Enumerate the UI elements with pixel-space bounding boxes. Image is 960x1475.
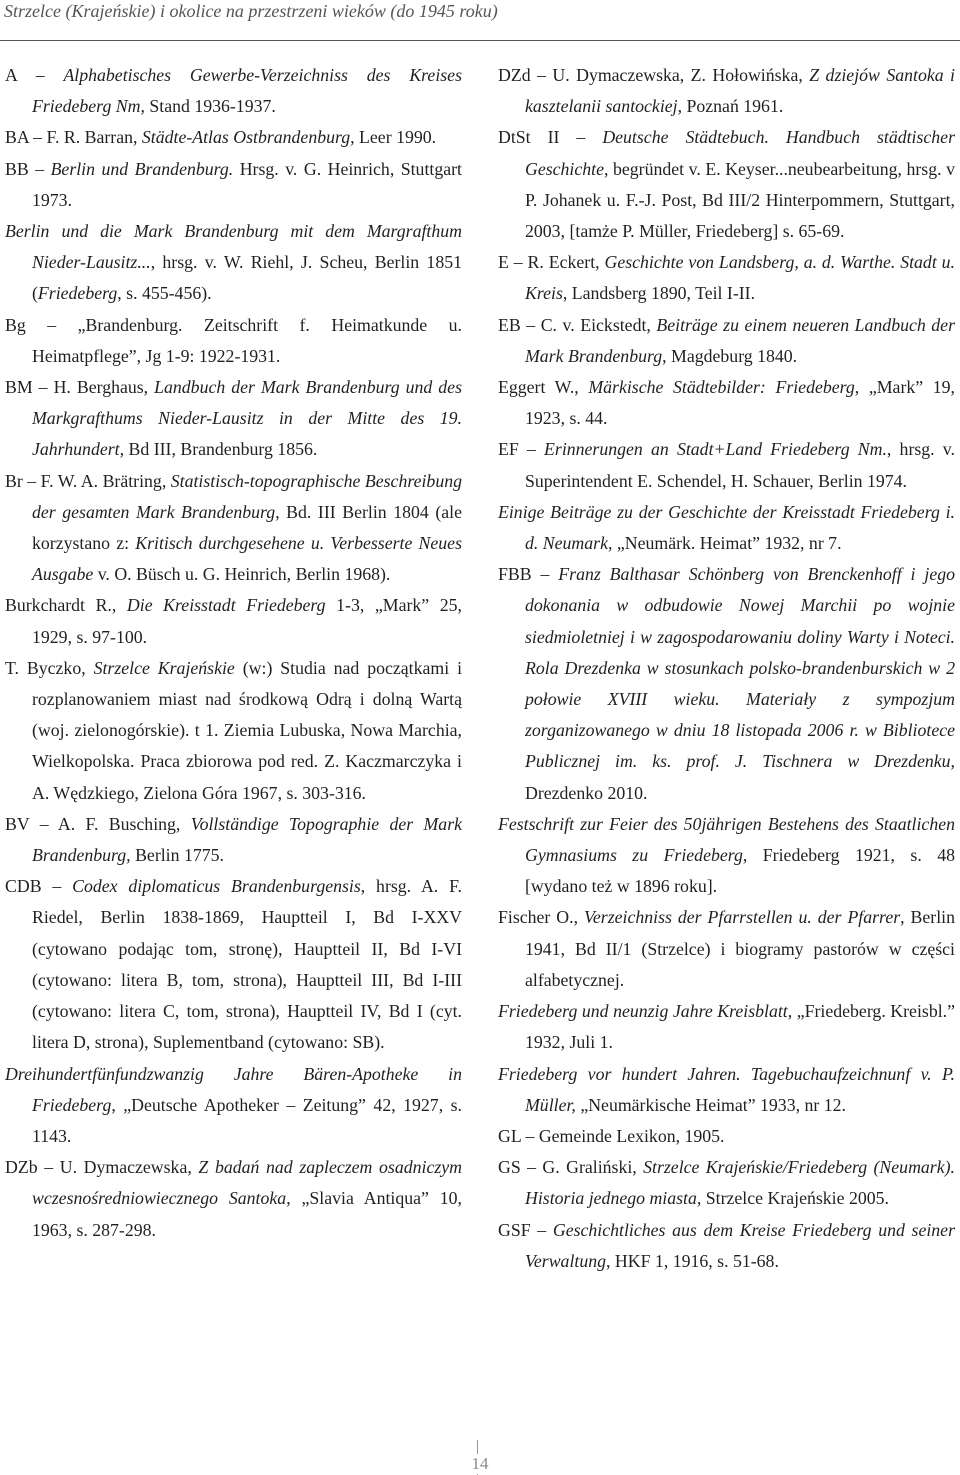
bibliography-entry: GS – G. Graliński, Strzelce Krajeńskie/Friedeberg (Neumark). Historia jednego miasta, Strzelce Krajeńskie 2005. — [498, 1157, 955, 1209]
bibliography-entry: Br – F. W. A. Brätring, Statistisch-topographische Beschreibung der gesamten Mark Brandenburg, Bd. III Berlin 1804 (ale korzystano z: Kritisch durchgesehene u. Verbesserte Neues Ausgabe v. O. Büsch u. G. Heinrich, Berlin 1968). — [5, 470, 462, 585]
bibliography-entry: FBB – Franz Balthasar Schönberg von Brenckenhoff i jego dokonania w odbudowie Nowej Marchii po wojnie siedmioletniej i w zagospodarowaniu doliny Warty i Noteci. Rola Drezdenka w stosunkach polsko-brandenburskich w 2 połowie XVIII wieku. Materiały z sympozjum zorganizowanego w dniu 18 listopada 2006 r. w Bibliotece Publicznej im. ks. prof. J. Tischnera w Drezdenku, Drezdenko 2010. — [498, 564, 955, 803]
bibliography-entry: EF – Erinnerungen an Stadt+Land Friedeberg Nm., hrsg. v. Superintendent E. Schendel, H. Schauer, Berlin 1974. — [498, 439, 955, 491]
page-number: 14 — [468, 1454, 492, 1474]
bibliography-entry: DZd – U. Dymaczewska, Z. Hołowińska, Z dziejów Santoka i kasztelanii santockiej, Poznań 1961. — [498, 65, 955, 117]
bibliography-entry: E – R. Eckert, Geschichte von Landsberg, a. d. Warthe. Stadt u. Kreis, Landsberg 1890, Teil I-II. — [498, 252, 955, 304]
bibliography-entry: Fischer O., Verzeichniss der Pfarrstellen u. der Pfarrer, Berlin 1941, Bd II/1 (Strzelce) i biogramy pastorów w części alfabetycznej. — [498, 907, 955, 990]
bibliography-entry: GSF – Geschichtliches aus dem Kreise Friedeberg und seiner Verwaltung, HKF 1, 1916, s. 51-68. — [498, 1219, 955, 1271]
bibliography-entry: DZb – U. Dymaczewska, Z badań nad zapleczem osadniczym wczesnośredniowiecznego Santoka, „Slavia Antiqua” 10, 1963, s. 287-298. — [5, 1157, 463, 1240]
bibliography-entry: Dreihundertfünfundzwanzig Jahre Bären-Apotheke in Friedeberg, „Deutsche Apotheker – Zeitung” 42, 1927, s. 1143. — [5, 1063, 462, 1146]
bibliography-entry: EB – C. v. Eickstedt, Beiträge zu einem neueren Landbuch der Mark Brandenburg, Magdeburg 1840. — [498, 314, 955, 366]
bibliography-entry: Berlin und die Mark Brandenburg mit dem Margrafthum Nieder-Lausitz..., hrsg. v. W. Riehl, J. Scheu, Berlin 1851 (Friedeberg, s. 455-456). — [5, 221, 462, 304]
bibliography-entry: Eggert W., Märkische Städtebilder: Friedeberg, „Mark” 19, 1923, s. 44. — [498, 377, 955, 429]
bibliography-entry: Einige Beiträge zu der Geschichte der Kreisstadt Friedeberg i. d. Neumark, „Neumärk. Heimat” 1932, nr 7. — [498, 501, 955, 554]
bibliography-entry: Friedeberg und neunzig Jahre Kreisblatt, „Friedeberg. Kreisbl.” 1932, Juli 1. — [498, 1001, 955, 1053]
bibliography-entry: GL – Gemeinde Lexikon, 1905. — [498, 1125, 725, 1146]
bibliography-entry: Bg – „Brandenburg. Zeitschrift f. Heimatkunde u. Heimatpflege”, Jg 1-9: 1922-1931. — [5, 314, 462, 366]
bibliography-entry: BB – Berlin und Brandenburg. Hrsg. v. G. Heinrich, Stuttgart 1973. — [5, 158, 462, 210]
bibliography-entry: Burkchardt R., Die Kreisstadt Friedeberg 1-3, „Mark” 25, 1929, s. 97-100. — [5, 595, 462, 647]
bibliography-entry: Festschrift zur Feier des 50jährigen Bestehens des Staatlichen Gymnasiums zu Friedeberg, Friedeberg 1921, s. 48 [wydano też w 1896 roku]. — [498, 813, 955, 897]
running-head — [0, 0, 960, 41]
bibliography-left-column — [5, 60, 462, 1246]
bibliography-entry: BA – F. R. Barran, Städte-Atlas Ostbrandenburg, Leer 1990. — [5, 127, 437, 148]
bibliography-entry: CDB – Codex diplomaticus Brandenburgensis, hrsg. A. F. Riedel, Berlin 1838-1869, Hauptteil I, Bd I-XXV (cytowano podając tom, stronę), Hauptteil II, Bd I-VI (cytowano: litera B, tom, strona), Hauptteil III, Bd I-III (cytowano: litera C, tom, strona), Hauptteil IV, Bd I (cyt. litera D, strona), Suplementband (cytowano: SB). — [5, 876, 462, 1053]
bibliography-right-column — [498, 60, 955, 1277]
bibliography-entry: Friedeberg vor hundert Jahren. Tagebuchaufzeichnunf v. P. Müller, „Neumärkische Heimat” 1933, nr 12. — [498, 1063, 955, 1115]
bibliography-entry: A – Alphabetisches Gewerbe-Verzeichniss des Kreises Friedeberg Nm, Stand 1936-1937. — [5, 65, 462, 117]
bibliography-entry: T. Byczko, Strzelce Krajeńskie (w:) Studia nad początkami i rozplanowaniem miast nad środkową Odrą i dolną Wartą (woj. zielonogórskie). t 1. Ziemia Lubuska, Nowa Marchia, Wielkopolska. Praca zbiorowa pod red. Z. Kaczmarczyka i A. Wędzkiego, Zielona Góra 1967, s. 303-316. — [5, 657, 463, 803]
bibliography-entry: BM – H. Berghaus, Landbuch der Mark Brandenburg und des Markgrafthums Nieder-Lausitz in der Mitte des 19. Jahrhundert, Bd III, Brandenburg 1856. — [5, 377, 462, 460]
bibliography-entry: DtSt II – Deutsche Städtebuch. Handbuch städtischer Geschichte, begründet v. E. Keyser...neubearbeitung, hrsg. v P. Johanek u. F.-J. Post, Bd III/2 Hinterpommern, Stuttgart, 2003, [tamże P. Müller, Friedeberg] s. 65-69. — [498, 127, 955, 242]
running-head-title: Strzelce (Krajeńskie) i okolice na przestrzeni wieków (do 1945 roku) — [4, 1, 498, 21]
bibliography-entry: BV – A. F. Busching, Vollständige Topographie der Mark Brandenburg, Berlin 1775. — [5, 813, 462, 866]
